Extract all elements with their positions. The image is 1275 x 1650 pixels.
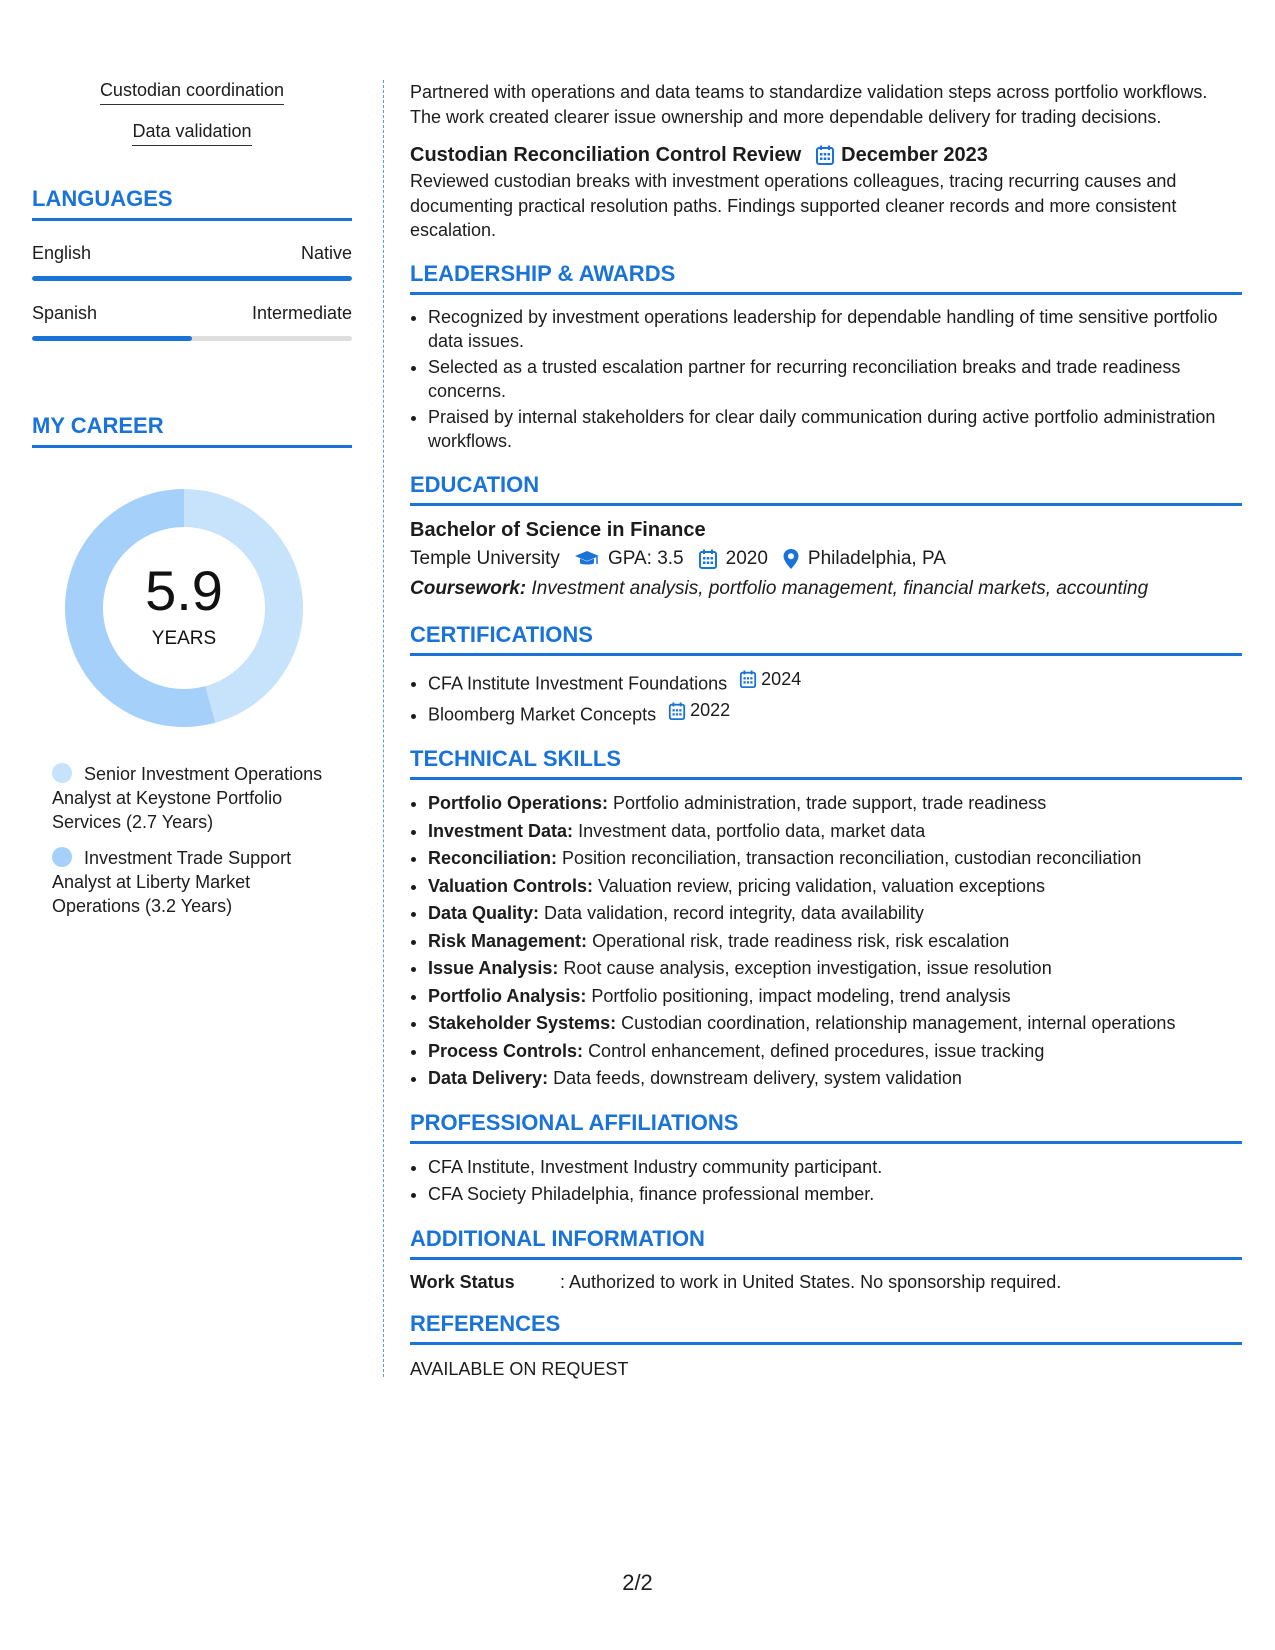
career-total-unit: YEARS xyxy=(151,628,217,649)
list-item: • Selected as a trusted escalation partner for recurring reconciliation breaks and trade readiness concerns. xyxy=(428,355,1242,404)
legend-dot-icon xyxy=(52,847,72,867)
career-heading: MY CAREER xyxy=(32,413,352,448)
education-details xyxy=(410,544,1242,574)
leadership-list xyxy=(410,305,1242,454)
skill-text: Valuation review, pricing validation, valuation exceptions xyxy=(598,875,1045,896)
legend-dot-icon xyxy=(52,763,72,783)
skill-text: Investment data, portfolio data, market data xyxy=(578,820,926,841)
career-legend xyxy=(32,762,332,918)
calendar-icon xyxy=(739,669,757,689)
certification-name: CFA Institute Investment Foundations xyxy=(428,672,728,693)
technical-skills-heading: TECHNICAL SKILLS xyxy=(410,746,1242,780)
skill-label: Reconciliation: xyxy=(428,848,558,868)
leadership-heading: LEADERSHIP & AWARDS xyxy=(410,261,1242,295)
list-item xyxy=(428,900,1242,927)
skill-label: Investment Data: xyxy=(428,820,574,841)
language-proficiency-bar xyxy=(32,276,352,281)
work-status-row xyxy=(410,1272,1242,1293)
education-coursework xyxy=(410,574,1242,604)
skill-text: Custodian coordination, relationship management, internal operations xyxy=(621,1013,1176,1033)
list-item xyxy=(428,1038,1242,1065)
references-heading: REFERENCES xyxy=(410,1311,1242,1345)
skill-label: Issue Analysis: xyxy=(428,958,559,978)
project-description: Reviewed custodian breaks with investment operations colleagues, tracing recurring causes and documenting practical resolution paths. Findings supported cleaner records and more consistent escalation. xyxy=(410,171,1177,240)
list-item: • CFA Society Philadelphia, finance professional member. xyxy=(428,1181,1242,1208)
languages-heading: LANGUAGES xyxy=(32,186,352,221)
skill-label: Risk Management: xyxy=(428,930,588,951)
technical-skills-list xyxy=(410,790,1242,1092)
career-total-value: 5.9 xyxy=(145,559,223,622)
career-legend-item xyxy=(52,846,332,918)
skill-label: Valuation Controls: xyxy=(428,875,594,896)
list-item xyxy=(428,818,1242,845)
list-item xyxy=(428,666,1242,697)
list-item xyxy=(428,873,1242,900)
list-item xyxy=(428,790,1242,817)
legend-label: Investment Trade Support Analyst at Liberty Market Operations (3.2 Years) xyxy=(52,848,292,916)
language-proficiency-fill xyxy=(32,336,192,341)
education-gpa: GPA: 3.5 xyxy=(607,547,684,569)
location-pin-icon xyxy=(782,548,800,570)
education-degree: Bachelor of Science in Finance xyxy=(410,518,706,541)
work-status-value: : Authorized to work in United States. No sponsorship required. xyxy=(560,1271,1062,1292)
skill-text: Control enhancement, defined procedures, issue tracking xyxy=(588,1040,1045,1061)
skill-label: Data Delivery: xyxy=(428,1068,549,1088)
career-legend-item xyxy=(52,762,332,834)
project-title-row xyxy=(410,141,1242,169)
sidebar xyxy=(32,80,352,930)
list-item xyxy=(428,983,1242,1010)
calendar-icon xyxy=(815,144,835,166)
language-level: Native xyxy=(300,243,352,263)
skill-tag xyxy=(32,121,352,146)
language-item xyxy=(32,243,352,281)
affiliations-heading: PROFESSIONAL AFFILIATIONS xyxy=(410,1110,1242,1144)
list-item xyxy=(428,697,1242,728)
skill-label: Process Controls: xyxy=(428,1040,584,1061)
skill-label: Portfolio Analysis: xyxy=(428,985,587,1006)
page-number: 2/2 xyxy=(622,1570,653,1595)
work-status-label: Work Status xyxy=(410,1271,515,1292)
skill-text: Data validation, record integrity, data availability xyxy=(544,903,924,923)
education-school: Temple University xyxy=(410,547,560,569)
affiliations-list xyxy=(410,1154,1242,1208)
skill-text: Root cause analysis, exception investigation, issue resolution xyxy=(563,958,1052,978)
certification-name: Bloomberg Market Concepts xyxy=(428,704,657,725)
list-item: • Praised by internal stakeholders for clear daily communication during active portfolio administration workflows. xyxy=(428,405,1242,454)
certifications-heading: CERTIFICATIONS xyxy=(410,622,1242,656)
skill-tag-label: Data validation xyxy=(132,121,251,146)
language-item xyxy=(32,303,352,341)
skill-text: Operational risk, trade readiness risk, risk escalation xyxy=(592,930,1010,951)
language-name: Spanish xyxy=(32,303,98,323)
career-donut-chart xyxy=(64,488,304,728)
skill-tag xyxy=(32,80,352,105)
skill-label: Data Quality: xyxy=(428,903,540,923)
project-intro-text: Partnered with operations and data teams to standardize validation steps across portfolio workflows. The work created clearer issue ownership and more dependable delivery for trading decisions. xyxy=(410,82,1208,127)
skill-text: Portfolio administration, trade support, trade readiness xyxy=(613,793,1047,813)
column-divider xyxy=(383,80,384,1377)
education-location: Philadelphia, PA xyxy=(807,547,946,569)
list-item: • Recognized by investment operations leadership for dependable handling of time sensitive portfolio data issues. xyxy=(428,305,1242,354)
certification-year: 2024 xyxy=(761,668,802,689)
skill-label: Portfolio Operations: xyxy=(428,793,608,813)
coursework-text: Investment analysis, portfolio management, financial markets, accounting xyxy=(531,577,1149,599)
language-proficiency-bar xyxy=(32,336,352,341)
additional-info-heading: ADDITIONAL INFORMATION xyxy=(410,1226,1242,1260)
language-level: Intermediate xyxy=(251,303,352,323)
skill-tag-label: Custodian coordination xyxy=(100,80,284,105)
language-proficiency-fill xyxy=(32,276,352,281)
education-heading: EDUCATION xyxy=(410,472,1242,506)
language-name: English xyxy=(32,243,92,263)
project-date: December 2023 xyxy=(841,144,988,166)
list-item xyxy=(428,928,1242,955)
list-item xyxy=(428,1010,1242,1037)
skill-text: Position reconciliation, transaction reconciliation, custodian reconciliation xyxy=(562,848,1142,868)
legend-label: Senior Investment Operations Analyst at Keystone Portfolio Services (2.7 Years) xyxy=(52,764,323,832)
project-title: Custodian Reconciliation Control Review xyxy=(410,144,802,166)
calendar-icon xyxy=(668,701,686,721)
skill-label: Stakeholder Systems: xyxy=(428,1013,617,1033)
certifications-list xyxy=(410,666,1242,729)
skill-text: Portfolio positioning, impact modeling, trend analysis xyxy=(591,985,1011,1006)
calendar-icon xyxy=(698,548,718,570)
skill-text: Data feeds, downstream delivery, system validation xyxy=(553,1068,962,1088)
list-item: • CFA Institute, Investment Industry community participant. xyxy=(428,1154,1242,1181)
list-item xyxy=(428,1065,1242,1092)
list-item xyxy=(428,845,1242,872)
list-item xyxy=(428,955,1242,982)
education-year: 2020 xyxy=(725,547,768,569)
graduation-cap-icon xyxy=(574,549,600,569)
references-text: AVAILABLE ON REQUEST xyxy=(410,1358,629,1379)
main-content xyxy=(410,80,1242,1380)
certification-year: 2022 xyxy=(690,700,731,721)
coursework-label: Coursework: xyxy=(410,577,527,599)
